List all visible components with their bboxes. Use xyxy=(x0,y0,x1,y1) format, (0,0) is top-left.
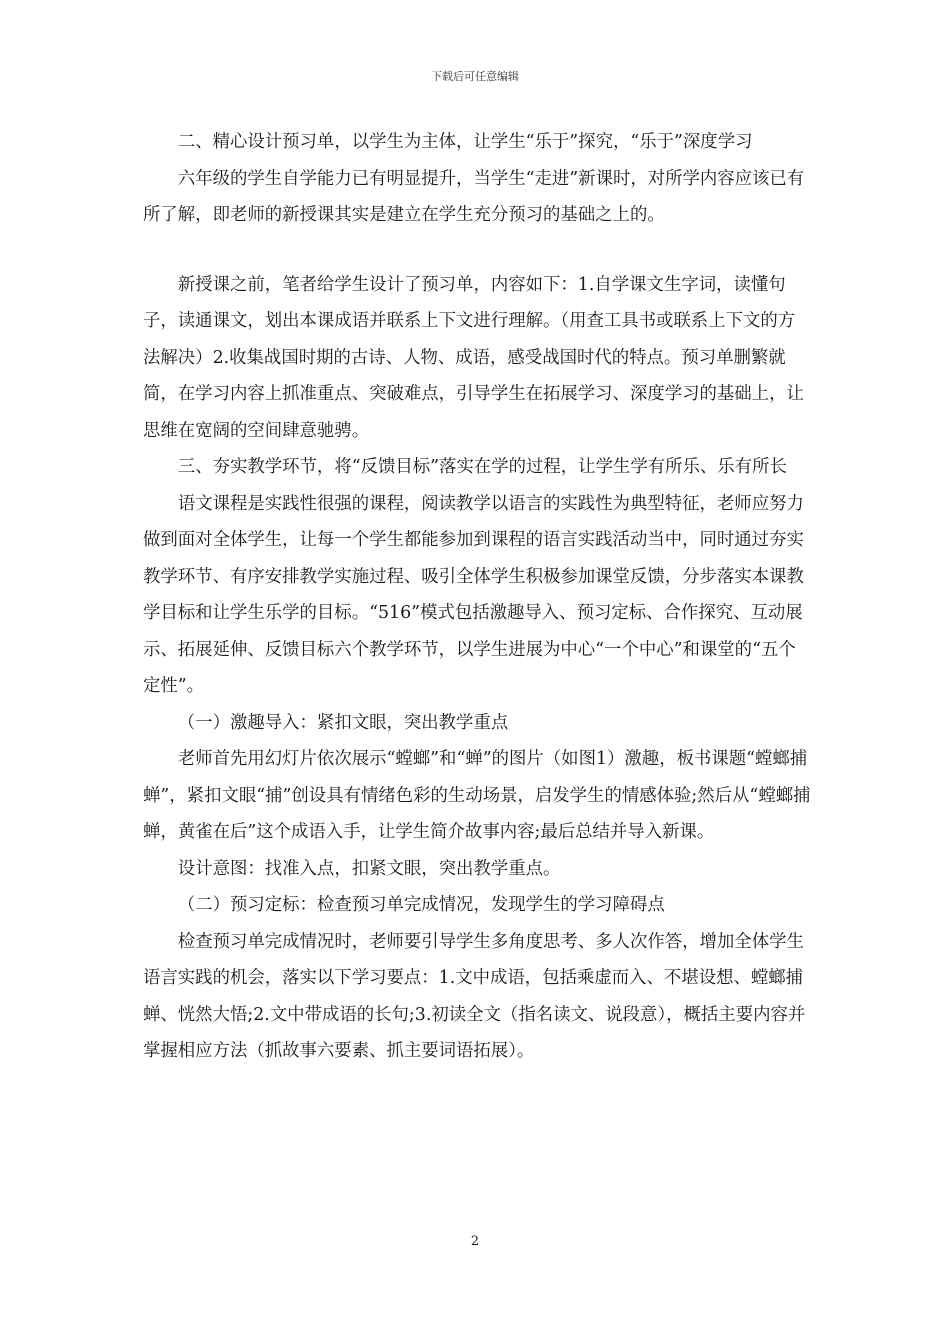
heading-section-2: 二、精心设计预习单，以学生为主体，让学生“乐于”探究，“乐于”深度学习 xyxy=(177,132,753,152)
document-body xyxy=(143,124,811,1070)
page-header: 下载后可任意编辑 xyxy=(431,70,519,83)
paragraph: 新授课之前，笔者给学生设计了预习单，内容如下：1.自学课文生字词，读懂句子，读通课文，划出本课成语并联系上下文进行理解。（用查工具书或联系上下文的方法解决）2.收集战国时期的古诗、人物、成语，感受战国时代的特点。预习单删繁就简，在学习内容上抓准重点、突破难点，引导学生在拓展学习、深度学习的基础上，让思维在宽阔的空间肆意驰骋。 xyxy=(143,274,804,441)
paragraph: 语文课程是实践性很强的课程，阅读教学以语言的实践性为典型特征，老师应努力做到面对全体学生，让每一个学生都能参加到课程的语言实践活动当中，同时通过夯实教学环节、有序安排教学实施过程、吸引全体学生积极参加课堂反馈，分步落实本课教学目标和让学生乐学的目标。“516”模式包括激趣导入、预习定标、合作探究、互动展示、拓展延伸、反馈目标六个教学环节，以学生进展为中心“一个中心”和课堂的“五个定性”。 xyxy=(143,493,804,696)
subheading-1: （一）激趣导入：紧扣文眼，突出教学重点 xyxy=(177,712,509,733)
paragraph: 六年级的学生自学能力已有明显提升，当学生“走进”新课时，对所学内容应该已有所了解，即老师的新授课其实是建立在学生充分预习的基础之上的。 xyxy=(143,168,805,225)
paragraph: 设计意图：找准入点，扣紧文眼，突出教学重点。 xyxy=(177,858,561,879)
paragraph: 检查预习单完成情况时，老师要引导学生多角度思考、多人次作答，增加全体学生语言实践的机会，落实以下学习要点：1.文中成语，包括乘虚而入、不堪设想、螳螂捕蝉、恍然大悟;2.文中带成语的长句;3.初读全文（指名读文、说段意），概括主要内容并掌握相应方法（抓故事六要素、抓主要词语拓展）。 xyxy=(143,931,806,1061)
paragraph: 老师首先用幻灯片依次展示“螳螂”和“蝉”的图片（如图1）激趣，板书课题“螳螂捕蝉”，紧扣文眼“捕”创设具有情绪色彩的生动场景，启发学生的情感体验;然后从“螳螂捕蝉，黄雀在后”这个成语入手，让学生简介故事内容;最后总结并导入新课。 xyxy=(143,749,811,842)
page-number: 2 xyxy=(470,1234,480,1249)
subheading-2: （二）预习定标：检查预习单完成情况，发现学生的学习障碍点 xyxy=(177,895,665,915)
heading-section-3: 三、夯实教学环节，将“反馈目标”落实在学的过程，让学生学有所乐、乐有所长 xyxy=(177,457,787,477)
